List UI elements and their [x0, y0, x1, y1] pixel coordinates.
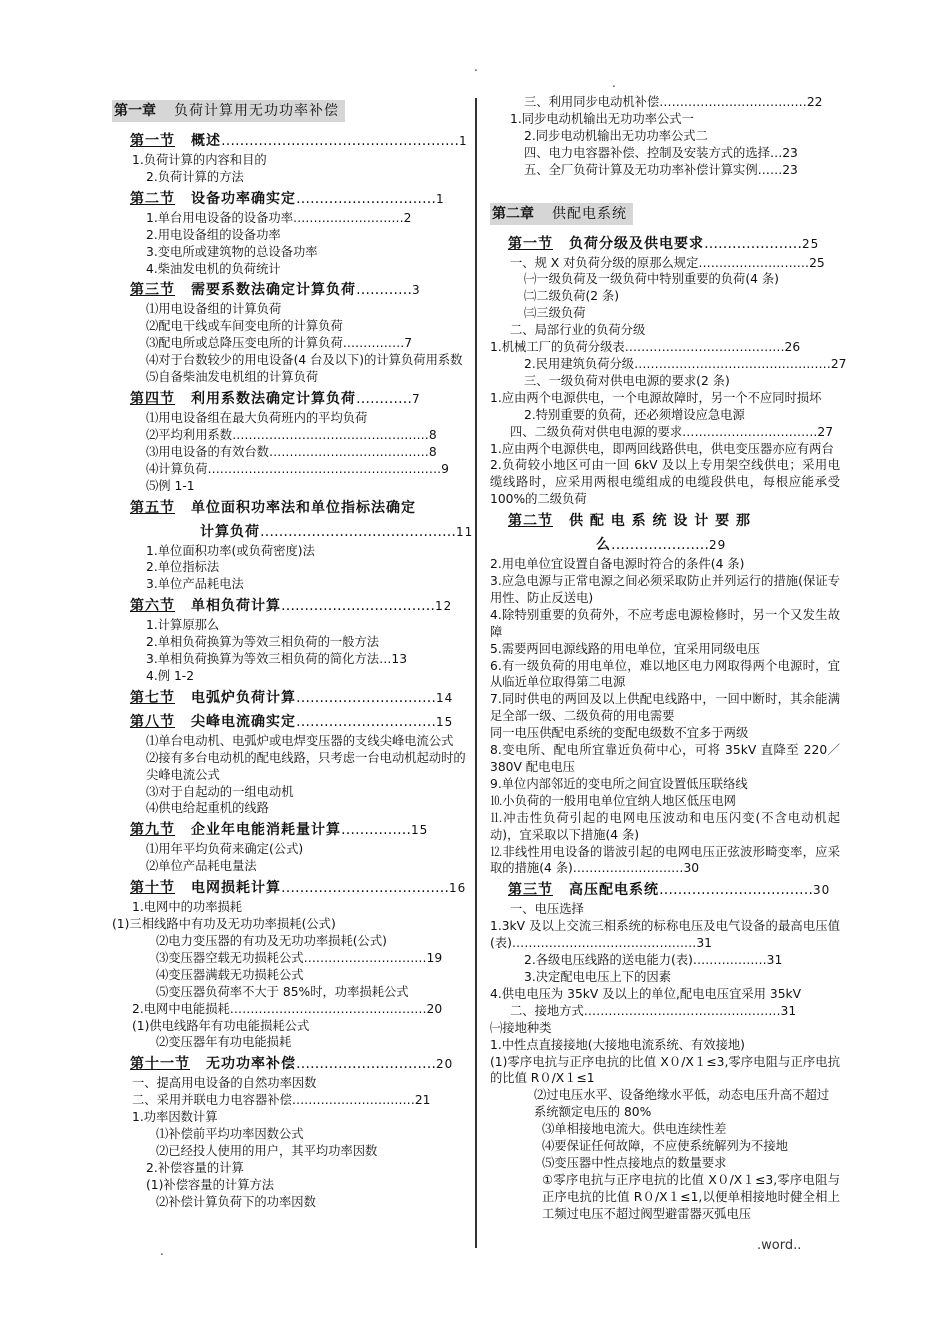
- leader-dots: …………………: [704, 235, 802, 252]
- leader-dots: ……………: [341, 822, 411, 839]
- chapter-title: 负荷计算用无功功率补偿: [174, 103, 339, 119]
- toc-entry[interactable]: ⑵补偿计算负荷下的功率因数: [156, 1194, 316, 1209]
- section-number: 第十节: [130, 880, 175, 897]
- toc-entry[interactable]: ㈠接地种类: [490, 1020, 552, 1035]
- page-number: 25: [802, 236, 820, 251]
- section-number: 第八节: [130, 713, 175, 730]
- toc-entry[interactable]: 同一电压供配电系统的变配电级数不宜多于两级: [490, 726, 749, 741]
- toc-entry[interactable]: 1.电网中的功率损耗: [132, 900, 243, 915]
- toc-entry[interactable]: 3.决定配电电压上下的因素: [524, 969, 671, 984]
- toc-entry[interactable]: 2.负荷较小地区可由一回 6kV 及以上专用架空线供电；采用电缆线路时，应采用两根电缆组成的电缆段供电，每根应能承受 100%的二级负荷: [490, 458, 840, 507]
- section-title: 计算负荷: [200, 523, 260, 540]
- page-number: 1: [436, 191, 445, 206]
- section-heading[interactable]: [112, 877, 467, 899]
- section-heading[interactable]: [490, 879, 840, 901]
- section-number: 第四节: [130, 390, 175, 407]
- toc-entry[interactable]: ⑵接有多台电动机的配电线路，只考虑一台电动机起动时的尖峰电流公式: [146, 750, 466, 782]
- toc-entry[interactable]: ⒒冲击性负荷引起的电网电压波动和电压闪变(不含电动机起动)，宜采取以下措施(4 条): [490, 810, 840, 842]
- leader-dots: …………………………: [296, 689, 436, 706]
- toc-entry[interactable]: 4.供电电压为 35kV 及以上的单位,配电电压宜采用 35kV: [490, 986, 802, 1001]
- leader-dots: …………………………: [296, 1056, 436, 1073]
- footer-mark-left: .: [160, 1244, 164, 1258]
- toc-entry[interactable]: 2.单位指标法: [146, 560, 220, 575]
- section-number: 第三节: [508, 882, 553, 899]
- toc-entry[interactable]: 1.功率因数计算: [132, 1110, 218, 1125]
- leader-dots: …………: [356, 282, 412, 299]
- toc-entry[interactable]: 1.中性点直接接地(大接地电流系统、有效接地): [490, 1037, 745, 1052]
- page-number: 15: [411, 823, 429, 838]
- toc-entry[interactable]: 1.机械工厂的负荷分级表…………………………………26: [490, 340, 801, 355]
- toc-entry[interactable]: 7.同时供电的两回及以上供配电线路中，一回中断时，其余能满足全部一级、二级负荷的用电需要: [490, 692, 840, 724]
- toc-entry[interactable]: 1.同步电动机输出无功功率公式一: [510, 111, 694, 126]
- toc-entry[interactable]: 一、规 X 对负荷分级的原那么规定………………………25: [510, 255, 825, 270]
- toc-entry[interactable]: 二、采用并联电力电容器补偿…………………………21: [132, 1093, 431, 1108]
- toc-entry[interactable]: ㈡二级负荷(2 条): [524, 289, 620, 304]
- toc-entry[interactable]: 五、全厂负荷计算及无功功率补偿计算实例……23: [524, 162, 798, 177]
- header-mark-right: .: [612, 76, 616, 90]
- toc-entry[interactable]: ⑴单台电动机、电弧炉或电焊变压器的支线尖峰电流公式: [146, 733, 454, 748]
- toc-entry[interactable]: ⑷对于台数较少的用电设备(4 台及以下)的计算负荷用系数: [146, 353, 463, 368]
- section-heading[interactable]: [112, 1053, 467, 1075]
- toc-entry[interactable]: 3.应急电源与正常电源之间必须采取防止并列运行的措施(保证专用性、防止反送电): [490, 574, 840, 605]
- page-number: 7: [412, 391, 421, 406]
- section-number: 第五节: [130, 499, 175, 516]
- toc-entry[interactable]: 5.需要两回电源线路的用电单位，宜采用同级电压: [490, 641, 760, 656]
- section-heading[interactable]: [490, 534, 840, 556]
- leader-dots: ……………………………: [659, 882, 813, 899]
- section-number: 第一节: [508, 235, 553, 252]
- leader-dots: ……………………………………: [260, 523, 456, 540]
- chapter-number: 第二章: [492, 205, 534, 222]
- section-title: 企业年电能消耗量计算: [191, 822, 341, 839]
- toc-entry[interactable]: ⑵已经投人使用的用户，其平均功率因数: [156, 1143, 378, 1158]
- section-title: 无功功率补偿: [206, 1056, 296, 1073]
- section-heading[interactable]: [112, 130, 467, 152]
- toc-entry[interactable]: ⑷变压器满载无功损耗公式: [156, 967, 304, 982]
- page-number: 16: [449, 881, 467, 896]
- section-title: 尖峰电流确实定: [191, 713, 296, 730]
- leader-dots: ……………………………: [281, 598, 435, 615]
- section-heading[interactable]: [112, 188, 467, 210]
- toc-column-right: [490, 94, 847, 1223]
- toc-entry[interactable]: 9.单位内部邻近的变电所之间宜设置低压联络线: [490, 776, 748, 791]
- toc-entry[interactable]: 2.电网中电能损耗…………………………………………20: [132, 1001, 443, 1016]
- page-number: 3: [412, 283, 421, 298]
- chapter-number: 第一章: [114, 103, 156, 119]
- toc-entry[interactable]: 6.有一级负荷的用电单位，难以地区电力网取得两个电源时，宜从临近单位取得第二电源: [490, 658, 840, 690]
- section-heading[interactable]: [112, 497, 467, 519]
- toc-entry[interactable]: 1.负荷计算的内容和目的: [132, 153, 267, 167]
- column-divider: [475, 98, 477, 1248]
- page-number: 29: [709, 538, 727, 553]
- toc-entry[interactable]: ⑷要保证任何故障，不应使系统解列为不接地: [542, 1139, 788, 1154]
- toc-entry[interactable]: ⑷计算负荷…………………………………………………9: [146, 461, 449, 476]
- toc-entry[interactable]: ⑶配电所或总降压变电所的计算负荷……………7: [146, 336, 413, 351]
- toc-entry[interactable]: 2.补偿容量的计算: [146, 1160, 244, 1175]
- section-title: 电网损耗计算: [191, 880, 281, 897]
- chapter-title: 供配电系统: [552, 205, 627, 222]
- section-title: 高压配电系统: [569, 882, 659, 899]
- spacer: [490, 179, 840, 197]
- toc-entry[interactable]: 三、一级负荷对供电电源的要求(2 条): [524, 373, 730, 388]
- toc-entry[interactable]: 1.单台用电设备的设备功率………………………2: [146, 210, 412, 225]
- section-title: 利用系数法确定计算负荷: [191, 390, 356, 407]
- toc-entry[interactable]: ⑶单相接地电流大。供电连续性差: [542, 1122, 727, 1137]
- section-title: 么: [596, 537, 611, 554]
- toc-entry[interactable]: ⑵单位产品耗电量法: [146, 859, 257, 874]
- section-number: 第一节: [130, 133, 175, 149]
- section-heading[interactable]: [112, 279, 467, 301]
- footer-word-mark: .word..: [757, 1238, 802, 1253]
- toc-entry[interactable]: 4.除特别重要的负荷外，不应考虑电源检修时，另一个又发生故障: [490, 607, 840, 639]
- page-number: 12: [435, 599, 453, 614]
- section-title: 设备功率确实定: [191, 190, 296, 207]
- leader-dots: …………………………: [296, 190, 436, 207]
- toc-entry[interactable]: ⑴用年平均负荷来确定(公式): [146, 842, 304, 857]
- section-heading[interactable]: [112, 595, 467, 617]
- toc-entry[interactable]: 4.例 1-2: [146, 668, 195, 683]
- toc-entry[interactable]: ⑷供电给起重机的线路: [146, 801, 269, 816]
- toc-entry[interactable]: 1.单位面积功率(或负荷密度)法: [146, 543, 315, 558]
- toc-entry[interactable]: ⑸自备柴油发电机组的计算负荷: [146, 370, 319, 385]
- toc-entry[interactable]: 2.用电单位宜设置自备电源时符合的条件(4 条): [490, 557, 745, 572]
- toc-entry[interactable]: 1.应由两个电源供电，一个电源故障时，另一个不应同时损坏: [490, 390, 822, 405]
- leader-dots: …………………: [611, 537, 709, 554]
- toc-entry[interactable]: 一、提高用电设备的自然功率因数: [132, 1076, 317, 1091]
- toc-entry[interactable]: ⑵平均利用系数…………………………………………8: [146, 427, 437, 442]
- section-title: 单位面积功率法和单位指标法确定: [191, 499, 416, 516]
- section-number: 第二节: [130, 190, 175, 207]
- page-number: 15: [436, 714, 454, 729]
- page-number: 1: [459, 134, 468, 148]
- section-number: 第七节: [130, 689, 175, 706]
- leader-dots: ………………………………: [281, 880, 449, 897]
- toc-entry[interactable]: ⑴用电设备组在最大负荷班内的平均负荷: [146, 410, 368, 425]
- toc-entry[interactable]: 四、二级负荷对供电电源的要求……………………………27: [510, 424, 834, 439]
- toc-entry[interactable]: 2.用电设备组的设备功率: [146, 227, 281, 242]
- section-number: 第六节: [130, 598, 175, 615]
- toc-entry[interactable]: 3.单位产品耗电法: [146, 577, 244, 592]
- toc-entry[interactable]: 一、电压选择: [510, 902, 584, 917]
- page-number: 14: [436, 690, 454, 705]
- section-heading[interactable]: [112, 711, 467, 733]
- toc-entry[interactable]: ⑵配电干线或车间变电所的计算负荷: [146, 319, 343, 334]
- header-mark-left: .: [474, 60, 478, 74]
- toc-entry[interactable]: ㈠一级负荷及一级负荷中特别重要的负荷(4 条): [524, 272, 779, 287]
- toc-entry[interactable]: 1.计算原那么: [146, 618, 220, 633]
- page-number: 11: [456, 524, 474, 539]
- section-heading[interactable]: [112, 819, 467, 841]
- toc-entry[interactable]: (1)三相线路中有功及无功功率损耗(公式): [112, 917, 336, 932]
- toc-entry[interactable]: 1.应由两个电源供电，即两回线路供电，供电变压器亦应有两台: [490, 441, 834, 456]
- toc-entry[interactable]: (1)供电线路年有功电能损耗公式: [132, 1018, 310, 1033]
- leader-dots: ……………………………………………: [221, 133, 459, 149]
- toc-column-left: [112, 94, 474, 1211]
- toc-entry[interactable]: 三、利用同步电动机补偿………………………………22: [524, 95, 823, 109]
- toc-entry[interactable]: (1)零序电抗与正序电抗的比值 X０/X１≤3,零序电阻与正序电抗的比值 R０/X１≤1: [490, 1054, 840, 1086]
- section-title: 负荷分级及供电要求: [569, 235, 704, 252]
- toc-entry[interactable]: 2.民用建筑负荷分级…………………………………………27: [524, 356, 847, 371]
- section-number: 第九节: [130, 822, 175, 839]
- section-number: 第十一节: [130, 1056, 190, 1073]
- toc-entry[interactable]: 3.变电所或建筑物的总设备功率: [146, 244, 318, 259]
- toc-entry[interactable]: ⑸变压器中性点接地点的数量要求: [542, 1155, 727, 1170]
- chapter-heading[interactable]: [112, 100, 345, 122]
- section-number: 第三节: [130, 282, 175, 299]
- section-title: 概述: [191, 133, 221, 149]
- toc-entry[interactable]: 1.3kV 及以上交流三相系统的标称电压及电气设备的最高电压值(表)………………………………………31: [490, 919, 840, 951]
- toc-entry[interactable]: ⑶用电设备的有效台数…………………………………8: [146, 444, 437, 459]
- toc-entry[interactable]: 2.特别重要的负荷，还必须增设应急电源: [524, 407, 745, 422]
- toc-entry[interactable]: ⑵电力变压器的有功及无功功率损耗(公式): [156, 934, 387, 948]
- section-title: 需要系数法确定计算负荷: [191, 282, 356, 299]
- toc-entry[interactable]: ⑵过电压水平、设备绝缘水平低，动态电压升高不超过系统额定电压的 80%: [534, 1088, 830, 1120]
- section-heading[interactable]: [112, 687, 467, 709]
- chapter-heading[interactable]: [490, 203, 633, 225]
- toc-entry[interactable]: 四、电力电容器补偿、控制及安装方式的选择…23: [524, 145, 798, 160]
- toc-entry[interactable]: 二、局部行业的负荷分级: [510, 323, 646, 338]
- toc-entry[interactable]: ㈢三级负荷: [524, 306, 586, 321]
- toc-entry[interactable]: ⑴用电设备组的计算负荷: [146, 302, 282, 317]
- toc-entry[interactable]: ⑵变压器年有功电能损耗: [156, 1035, 292, 1050]
- toc-entry[interactable]: 2.同步电动机输出无功功率公式二: [524, 128, 708, 143]
- toc-entry[interactable]: ⑶变压器空载无功损耗公式…………………………19: [156, 950, 443, 965]
- toc-entry[interactable]: 2.各级电压线路的送电能力(表)………………31: [524, 953, 783, 968]
- section-title: 单相负荷计算: [191, 598, 281, 615]
- toc-entry[interactable]: 4.柴油发电机的负荷统计: [146, 261, 281, 276]
- toc-entry[interactable]: ⑸例 1-1: [146, 478, 195, 493]
- section-title: 电弧炉负荷计算: [191, 689, 296, 706]
- page-number: 20: [436, 1057, 454, 1072]
- page-number: 30: [813, 883, 831, 898]
- toc-entry[interactable]: ⑶对于自起动的一组电动机: [146, 784, 294, 799]
- section-number: 第二节: [508, 513, 553, 530]
- section-heading[interactable]: [112, 388, 467, 410]
- toc-entry[interactable]: 3.单相负荷换算为等效三相负荷的简化方法…13: [146, 652, 408, 667]
- leader-dots: …………………………: [296, 713, 436, 730]
- toc-entry[interactable]: ⑴补偿前平均功率因数公式: [156, 1127, 304, 1142]
- toc-entry[interactable]: ①零序电抗与正序电抗的比值 X０/X１≤3,零序电阻与正序电抗的比值 R０/X１≤1,以便单相接地时健全相上工频过电压不超过阀型避雷器灭弧电压: [542, 1172, 840, 1221]
- toc-entry[interactable]: 2.负荷计算的方法: [146, 169, 244, 184]
- toc-entry[interactable]: ⒓非线性用电设备的谐波引起的电网电压正弦波形畸变率，应采取的措施(4 条)………………………30: [490, 844, 840, 876]
- toc-entry[interactable]: 二、接地方式…………………………………………31: [510, 1003, 797, 1018]
- leader-dots: …………: [356, 390, 412, 407]
- section-heading[interactable]: [490, 233, 840, 255]
- section-heading[interactable]: [490, 510, 840, 532]
- section-title: 供 配 电 系 统 设 计 要 那: [569, 513, 751, 530]
- toc-entry[interactable]: 2.单相负荷换算为等效三相负荷的一般方法: [146, 635, 380, 650]
- toc-entry[interactable]: (1)补偿容量的计算方法: [146, 1177, 275, 1192]
- section-heading[interactable]: [112, 521, 474, 543]
- toc-entry[interactable]: ⒑小负荷的一般用电单位宜纳人地区低压电网: [490, 793, 736, 808]
- toc-entry[interactable]: ⑸变压器负荷率不大于 85%时，功率损耗公式: [156, 984, 409, 999]
- toc-entry[interactable]: 8.变电所、配电所宜靠近负荷中心，可将 35kV 直降至 220／380V 配电电压: [490, 743, 840, 774]
